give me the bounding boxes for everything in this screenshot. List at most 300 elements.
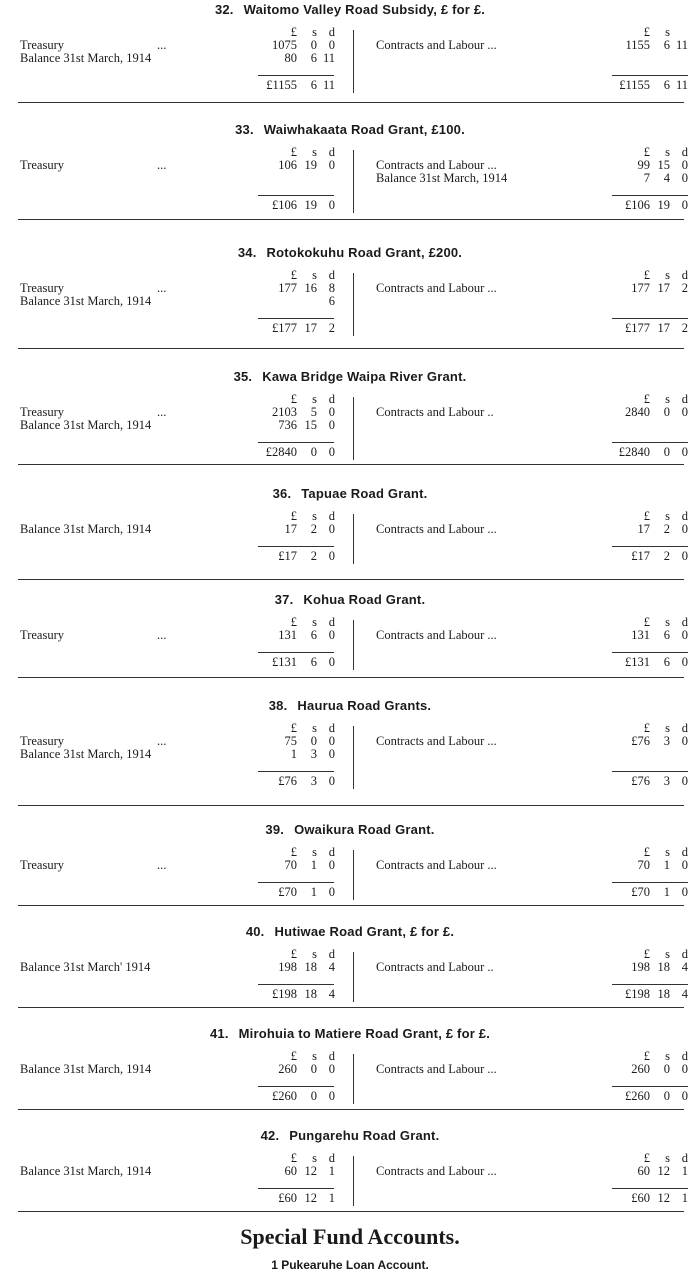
currency-header-dn: d	[681, 145, 688, 159]
currency-header-sh: s	[312, 25, 317, 39]
credit-amounts	[610, 510, 688, 536]
amount-pnd: 198	[631, 960, 650, 974]
amount-sh: 18	[657, 960, 670, 974]
total-dn: 0	[328, 885, 335, 899]
account-name: Mirohuia to Matiere Road Grant, £ for £.	[238, 1026, 491, 1041]
account-title	[0, 122, 700, 137]
sum-rule	[258, 652, 334, 653]
currency-header-dn: d	[328, 25, 335, 39]
currency-header-sh: s	[312, 509, 317, 523]
amount-row	[255, 419, 335, 432]
debit-labels	[20, 859, 250, 872]
credit-labels	[376, 159, 606, 185]
amount-dn: 11	[322, 51, 335, 65]
account-name: Kawa Bridge Waipa River Grant.	[262, 369, 467, 384]
total-dn: 1	[328, 1191, 335, 1205]
total-sh: 0	[663, 445, 670, 459]
total-row	[255, 550, 335, 563]
total-row	[610, 79, 688, 92]
sum-rule	[258, 442, 334, 443]
credit-item-label: Contracts and Labour ...	[376, 158, 497, 172]
total-dn: 0	[681, 655, 688, 669]
sum-rule	[258, 1086, 334, 1087]
currency-header-pnd: £	[643, 509, 650, 523]
currency-header-dn: d	[681, 509, 688, 523]
amount-row	[255, 52, 335, 65]
total-pnd: £17	[631, 549, 650, 563]
amount-dn: 0	[328, 1062, 335, 1076]
account-number: 40.	[245, 924, 265, 939]
amount-pnd: 70	[637, 858, 650, 872]
amount-dn: 1	[681, 1164, 688, 1178]
currency-header-sh: s	[665, 947, 670, 961]
amount-pnd: 70	[284, 858, 297, 872]
sum-rule	[612, 318, 688, 319]
account-block	[0, 1024, 700, 1110]
debit-item-label: Balance 31st March' 1914	[20, 960, 151, 974]
amount-dn: 1	[328, 1164, 335, 1178]
amount-row	[610, 406, 688, 419]
sum-rule	[258, 546, 334, 547]
debit-amounts	[255, 269, 335, 308]
total-row	[610, 1090, 688, 1103]
debit-item-dots: ...	[157, 405, 167, 419]
credit-item-label: Contracts and Labour ..	[376, 405, 494, 419]
amount-pnd: 177	[631, 281, 650, 295]
debit-item	[20, 159, 250, 172]
total-sh: 2	[310, 549, 317, 563]
total-row	[610, 199, 688, 212]
account-number: 37.	[274, 592, 294, 607]
total-dn: 0	[681, 198, 688, 212]
total-row	[610, 775, 688, 788]
total-dn: 0	[328, 1089, 335, 1103]
sum-rule	[258, 75, 334, 76]
debit-amounts	[255, 146, 335, 172]
account-name: Kohua Road Grant.	[303, 592, 426, 607]
currency-header-pnd: £	[290, 845, 297, 859]
debit-item-dots: ...	[157, 858, 167, 872]
amount-row	[610, 39, 688, 52]
debit-item-label: Treasury	[20, 405, 64, 419]
debit-item-label: Balance 31st March, 1914	[20, 1062, 152, 1076]
total-pnd: £2840	[265, 445, 297, 459]
currency-header-dn: d	[328, 947, 335, 961]
total-pnd: £131	[272, 655, 297, 669]
total-dn: 4	[681, 987, 688, 1001]
total-sh: 6	[310, 655, 317, 669]
sum-rule	[612, 195, 688, 196]
total-row	[610, 550, 688, 563]
sum-rule	[612, 771, 688, 772]
amount-row	[255, 159, 335, 172]
currency-header-dn: d	[681, 1151, 688, 1165]
amount-row	[610, 1165, 688, 1178]
amount-sh: 6	[310, 51, 317, 65]
total-dn: 0	[681, 885, 688, 899]
amount-dn: 0	[328, 858, 335, 872]
debit-amounts	[255, 393, 335, 432]
amount-sh: 17	[657, 281, 670, 295]
currency-header-dn: d	[328, 145, 335, 159]
amount-dn: 0	[328, 747, 335, 761]
currency-header-sh: s	[665, 845, 670, 859]
currency-header-dn: d	[681, 1049, 688, 1063]
credit-labels	[376, 523, 606, 536]
debit-amounts	[255, 722, 335, 761]
amount-sh: 2	[663, 522, 670, 536]
credit-item-label: Balance 31st March, 1914	[376, 171, 508, 185]
total-sh: 18	[304, 987, 317, 1001]
credit-amounts	[610, 269, 688, 295]
account-separator	[18, 1211, 684, 1212]
debit-labels	[20, 159, 250, 172]
sum-rule	[612, 652, 688, 653]
amount-row	[255, 629, 335, 642]
amount-row	[610, 961, 688, 974]
debit-item	[20, 52, 250, 65]
account-name: Tapuae Road Grant.	[301, 486, 428, 501]
sum-rule	[258, 984, 334, 985]
currency-header-dn: d	[681, 615, 688, 629]
currency-header-sh: s	[312, 145, 317, 159]
total-row	[610, 656, 688, 669]
account-separator	[18, 348, 684, 349]
total-sh: 1	[663, 885, 670, 899]
debit-item-label: Treasury	[20, 281, 64, 295]
amount-pnd: 17	[637, 522, 650, 536]
credit-amounts	[610, 1050, 688, 1076]
currency-header-dn: d	[328, 392, 335, 406]
credit-amounts	[610, 146, 688, 185]
account-block	[0, 484, 700, 580]
credit-item-label: Contracts and Labour ...	[376, 628, 497, 642]
sum-rule	[258, 1188, 334, 1189]
column-divider	[353, 850, 354, 900]
credit-amounts	[610, 846, 688, 872]
amount-row	[255, 295, 335, 308]
amount-sh: 18	[304, 960, 317, 974]
debit-item-label: Treasury	[20, 734, 64, 748]
total-pnd: £70	[631, 885, 650, 899]
currency-header-dn: d	[328, 721, 335, 735]
credit-labels	[376, 282, 606, 295]
currency-header-pnd: £	[643, 268, 650, 282]
currency-header-pnd: £	[290, 392, 297, 406]
credit-item-label: Contracts and Labour ...	[376, 38, 497, 52]
total-row	[255, 1192, 335, 1205]
amount-sh: 0	[310, 38, 317, 52]
account-number: 42.	[260, 1128, 280, 1143]
amount-pnd: 736	[278, 418, 297, 432]
sum-rule	[612, 1086, 688, 1087]
amount-dn: 4	[681, 960, 688, 974]
currency-header-dn: d	[681, 947, 688, 961]
amount-row	[610, 523, 688, 536]
currency-header-dn: d	[328, 268, 335, 282]
debit-item-dots: ...	[157, 158, 167, 172]
debit-labels	[20, 39, 250, 65]
amount-row	[255, 859, 335, 872]
currency-header-pnd: £	[643, 392, 650, 406]
currency-header-dn: d	[328, 1151, 335, 1165]
debit-amounts	[255, 616, 335, 642]
debit-amounts	[255, 510, 335, 536]
amount-sh: 6	[310, 628, 317, 642]
sum-rule	[612, 984, 688, 985]
total-dn: 11	[322, 78, 335, 92]
sum-rule	[258, 882, 334, 883]
currency-header-sh: s	[665, 145, 670, 159]
debit-item-dots: ...	[157, 628, 167, 642]
currency-header-sh: s	[665, 25, 670, 39]
total-pnd: £177	[272, 321, 297, 335]
debit-item	[20, 748, 250, 761]
amount-dn: 0	[328, 38, 335, 52]
column-divider	[353, 952, 354, 1002]
total-dn: 2	[328, 321, 335, 335]
account-number: 33.	[235, 122, 254, 137]
credit-item-label: Contracts and Labour ...	[376, 1164, 497, 1178]
total-pnd: £60	[631, 1191, 650, 1205]
credit-labels	[376, 735, 606, 748]
credit-labels	[376, 1165, 606, 1178]
account-block	[0, 1126, 700, 1212]
sum-rule	[258, 195, 334, 196]
total-sh: 0	[310, 1089, 317, 1103]
currency-header-pnd: £	[290, 721, 297, 735]
amount-sh	[297, 295, 317, 308]
currency-header-sh: s	[312, 845, 317, 859]
account-number: 36.	[272, 486, 292, 501]
account-number: 32.	[214, 2, 234, 17]
total-sh: 19	[657, 198, 670, 212]
debit-item-label: Balance 31st March, 1914	[20, 51, 152, 65]
total-dn: 11	[675, 78, 688, 92]
currency-header-pnd: £	[643, 1151, 650, 1165]
amount-dn: 4	[328, 960, 335, 974]
debit-amounts	[255, 26, 335, 65]
credit-item-label: Contracts and Labour ...	[376, 281, 497, 295]
column-divider	[353, 273, 354, 336]
total-sh: 2	[663, 549, 670, 563]
amount-sh: 15	[657, 158, 670, 172]
account-block	[0, 120, 700, 220]
currency-header-pnd: £	[290, 615, 297, 629]
debit-amounts	[255, 948, 335, 974]
sum-rule	[258, 771, 334, 772]
sum-rule	[612, 546, 688, 547]
amount-row	[610, 629, 688, 642]
account-separator	[18, 1109, 684, 1110]
account-separator	[18, 102, 684, 103]
amount-dn: 6	[328, 294, 335, 308]
total-dn: 0	[681, 549, 688, 563]
amount-pnd: 131	[278, 628, 297, 642]
debit-item-label: Balance 31st March, 1914	[20, 522, 152, 536]
total-row	[255, 446, 335, 459]
account-name: Waiwhakaata Road Grant, £100.	[263, 122, 465, 137]
amount-pnd: 1155	[625, 38, 650, 52]
account-block	[0, 367, 700, 465]
debit-item-label: Treasury	[20, 628, 64, 642]
amount-row	[610, 172, 688, 185]
account-title	[0, 592, 700, 607]
amount-row	[255, 1063, 335, 1076]
debit-amounts	[255, 1152, 335, 1178]
amount-dn: 0	[681, 628, 688, 642]
total-sh: 17	[657, 321, 670, 335]
account-name: Waitomo Valley Road Subsidy, £ for £.	[243, 2, 486, 17]
amount-sh: 0	[663, 405, 670, 419]
amount-sh: 1	[663, 858, 670, 872]
account-number: 39.	[265, 822, 285, 837]
total-sh: 3	[310, 774, 317, 788]
total-row	[255, 775, 335, 788]
currency-header-dn: d	[681, 392, 688, 406]
currency-header-pnd: £	[643, 25, 650, 39]
currency-header-pnd: £	[643, 947, 650, 961]
currency-header-sh: s	[665, 1049, 670, 1063]
debit-item	[20, 961, 250, 974]
currency-header-sh: s	[312, 1151, 317, 1165]
total-row	[610, 446, 688, 459]
special-fund-subheading: 1 Pukearuhe Loan Account.	[271, 1258, 429, 1272]
debit-item-label: Balance 31st March, 1914	[20, 1164, 152, 1178]
debit-item	[20, 419, 250, 432]
total-dn: 0	[681, 445, 688, 459]
column-divider	[353, 150, 354, 213]
account-number: 38.	[268, 698, 288, 713]
amount-dn: 0	[328, 522, 335, 536]
debit-item-label: Balance 31st March, 1914	[20, 747, 152, 761]
sum-rule	[258, 318, 334, 319]
total-sh: 0	[663, 1089, 670, 1103]
total-pnd: £76	[631, 774, 650, 788]
credit-labels	[376, 961, 606, 974]
column-divider	[353, 726, 354, 789]
debit-item-dots: ...	[157, 38, 167, 52]
debit-labels	[20, 735, 250, 761]
debit-item-dots: ...	[157, 281, 167, 295]
currency-header-sh: s	[312, 392, 317, 406]
currency-header-sh: s	[665, 1151, 670, 1165]
total-dn: 0	[328, 549, 335, 563]
credit-item-label: Contracts and Labour ...	[376, 734, 497, 748]
debit-item-label: Balance 31st March, 1914	[20, 294, 152, 308]
account-block	[0, 0, 700, 103]
account-number: 34.	[237, 245, 257, 260]
credit-item-label: Contracts and Labour ...	[376, 858, 497, 872]
currency-header-sh: s	[665, 268, 670, 282]
amount-row	[255, 282, 335, 295]
currency-header-pnd: £	[643, 721, 650, 735]
amount-pnd: 198	[278, 960, 297, 974]
amount-pnd: 60	[637, 1164, 650, 1178]
amount-dn: 8	[328, 281, 335, 295]
debit-item-label: Treasury	[20, 858, 64, 872]
currency-header-sh: s	[312, 1049, 317, 1063]
amount-sh: 15	[304, 418, 317, 432]
credit-amounts	[610, 616, 688, 642]
currency-header-pnd: £	[290, 1151, 297, 1165]
amount-pnd: 60	[284, 1164, 297, 1178]
credit-amounts	[610, 722, 688, 748]
currency-header-dn: d	[681, 268, 688, 282]
amount-dn: 0	[328, 734, 335, 748]
account-name: Hutiwae Road Grant, £ for £.	[274, 924, 455, 939]
debit-item	[20, 859, 250, 872]
account-number: 41.	[209, 1026, 229, 1041]
amount-dn: 2	[681, 281, 688, 295]
total-sh: 0	[310, 445, 317, 459]
total-sh: 12	[657, 1191, 670, 1205]
amount-sh: 3	[663, 734, 670, 748]
amount-dn: 11	[675, 38, 688, 52]
total-dn: 0	[328, 445, 335, 459]
total-sh: 17	[304, 321, 317, 335]
total-pnd: £198	[625, 987, 650, 1001]
account-title	[0, 2, 700, 17]
amount-sh: 12	[304, 1164, 317, 1178]
account-title	[0, 1026, 700, 1041]
currency-header-sh: s	[312, 721, 317, 735]
column-divider	[353, 620, 354, 670]
amount-sh: 0	[310, 1062, 317, 1076]
credit-amounts	[610, 948, 688, 974]
debit-labels	[20, 1165, 250, 1178]
amount-pnd: 131	[631, 628, 650, 642]
currency-header-dn: d	[681, 721, 688, 735]
currency-header-pnd: £	[290, 509, 297, 523]
amount-pnd: 17	[284, 522, 297, 536]
debit-item	[20, 1063, 250, 1076]
currency-header-sh: s	[665, 615, 670, 629]
total-row	[610, 886, 688, 899]
account-block	[0, 590, 700, 678]
account-block	[0, 820, 700, 906]
sum-rule	[612, 1188, 688, 1189]
account-title	[0, 698, 700, 713]
amount-sh: 16	[304, 281, 317, 295]
credit-labels	[376, 406, 606, 419]
total-sh: 6	[663, 655, 670, 669]
credit-amounts	[610, 1152, 688, 1178]
total-sh: 18	[657, 987, 670, 1001]
account-title	[0, 245, 700, 260]
amount-dn: 0	[681, 158, 688, 172]
amount-row	[610, 859, 688, 872]
total-row	[255, 199, 335, 212]
credit-labels	[376, 1063, 606, 1076]
amount-dn: 0	[328, 628, 335, 642]
total-sh: 12	[304, 1191, 317, 1205]
account-separator	[18, 677, 684, 678]
total-row	[610, 322, 688, 335]
total-row	[255, 886, 335, 899]
debit-labels	[20, 282, 250, 308]
account-number: 35.	[233, 369, 253, 384]
amount-pnd: 2840	[625, 405, 650, 419]
debit-item	[20, 629, 250, 642]
column-divider	[353, 30, 354, 93]
amount-pnd: £76	[631, 734, 650, 748]
debit-item	[20, 523, 250, 536]
credit-item-label: Contracts and Labour ...	[376, 522, 497, 536]
amount-pnd	[257, 295, 297, 308]
total-dn: 0	[328, 774, 335, 788]
total-sh: 6	[310, 78, 317, 92]
